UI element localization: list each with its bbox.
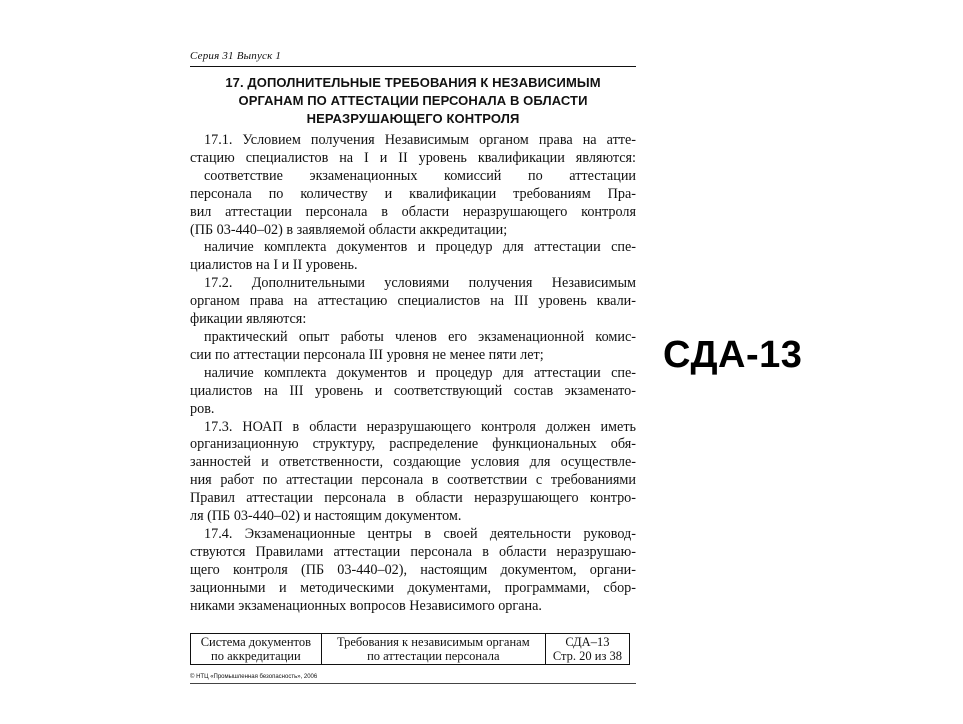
text-line: (ПБ 03-440–02) в заявляемой области аккредитации; xyxy=(190,221,508,238)
footer-title-line: Требования к независимым органам xyxy=(336,635,530,649)
text-line: зационными и методическими документами, программами, сбор- xyxy=(190,579,636,596)
text-line: практический опыт работы членов его экзаменационной комис- xyxy=(204,328,636,345)
heading-line: ОРГАНАМ ПО АТТЕСТАЦИИ ПЕРСОНАЛА В ОБЛАСТИ xyxy=(238,93,588,108)
text-line: 17.3. НОАП в области неразрушающего контроля должен иметь xyxy=(204,418,636,435)
text-line: Правил аттестации персонала в области неразрушающего контро- xyxy=(190,490,636,507)
footer-code-cell xyxy=(545,634,629,665)
footer-system-cell xyxy=(191,634,322,665)
document-code-label: СДА-13 xyxy=(663,334,803,376)
document-body xyxy=(190,132,636,615)
text-line: щего контроля (ПБ 03-440–02), настоящим документом, органи- xyxy=(190,561,636,578)
footer-page-number: Стр. 20 из 38 xyxy=(552,649,623,663)
series-header: Серия 31 Выпуск 1 xyxy=(190,50,282,62)
text-line: ля (ПБ 03-440–02) и настоящим документом. xyxy=(190,508,462,525)
heading-line: НЕРАЗРУШАЮЩЕГО КОНТРОЛЯ xyxy=(306,111,520,126)
text-line: соответствие экзаменационных комиссий по аттестации xyxy=(204,167,636,184)
text-line: органом права на аттестацию специалистов на III уровень квали- xyxy=(190,293,636,310)
text-line: организационную структуру, распределение функциональных обя- xyxy=(190,436,636,453)
text-line: наличие комплекта документов и процедур для аттестации спе- xyxy=(204,364,636,381)
section-heading xyxy=(190,74,636,128)
text-line: персонала по количеству и квалификации требованиям Пра- xyxy=(190,185,636,202)
footer-title-cell xyxy=(321,634,545,665)
header-rule xyxy=(190,66,636,67)
text-line: фикации являются: xyxy=(190,311,307,328)
text-line: стацию специалистов на I и II уровень квалификации являются: xyxy=(190,149,636,166)
document-page xyxy=(190,50,636,690)
text-line: 17.2. Дополнительными условиями получения Независимым xyxy=(204,275,636,292)
footer-rule xyxy=(190,683,636,684)
text-line: 17.4. Экзаменационные центры в своей деятельности руковод- xyxy=(204,525,636,542)
text-line: ния работ по аттестации персонала в соответствии с требованиями xyxy=(190,472,636,489)
footer-table xyxy=(190,633,630,665)
text-line: вил аттестации персонала в области неразрушающего контроля xyxy=(190,203,636,220)
footer-system-line: по аккредитации xyxy=(211,649,301,663)
text-line: никами экзаменационных вопросов Независимого органа. xyxy=(190,597,542,614)
text-line: занностей и ответственности, создающие условия для осуществле- xyxy=(190,454,636,471)
text-line: 17.1. Условием получения Независимым органом права на атте- xyxy=(204,132,636,148)
footer-system-line: Система документов xyxy=(200,635,311,649)
text-line: ствуются Правилами аттестации персонала в области неразрушаю- xyxy=(190,543,636,560)
heading-line: 17. ДОПОЛНИТЕЛЬНЫЕ ТРЕБОВАНИЯ К НЕЗАВИСИМЫМ xyxy=(225,75,601,90)
text-line: сии по аттестации персонала III уровня не менее пяти лет; xyxy=(190,346,544,363)
text-line: ров. xyxy=(190,400,215,417)
text-line: циалистов на I и II уровень. xyxy=(190,257,358,274)
copyright-notice: © НТЦ «Промышленная безопасность», 2006 xyxy=(190,674,318,680)
footer-code: СДА–13 xyxy=(565,635,610,649)
text-line: наличие комплекта документов и процедур для аттестации спе- xyxy=(204,239,636,256)
footer-title-line: по аттестации персонала xyxy=(367,649,500,663)
text-line: циалистов на III уровень и соответствующий состав экзаменато- xyxy=(190,382,636,399)
